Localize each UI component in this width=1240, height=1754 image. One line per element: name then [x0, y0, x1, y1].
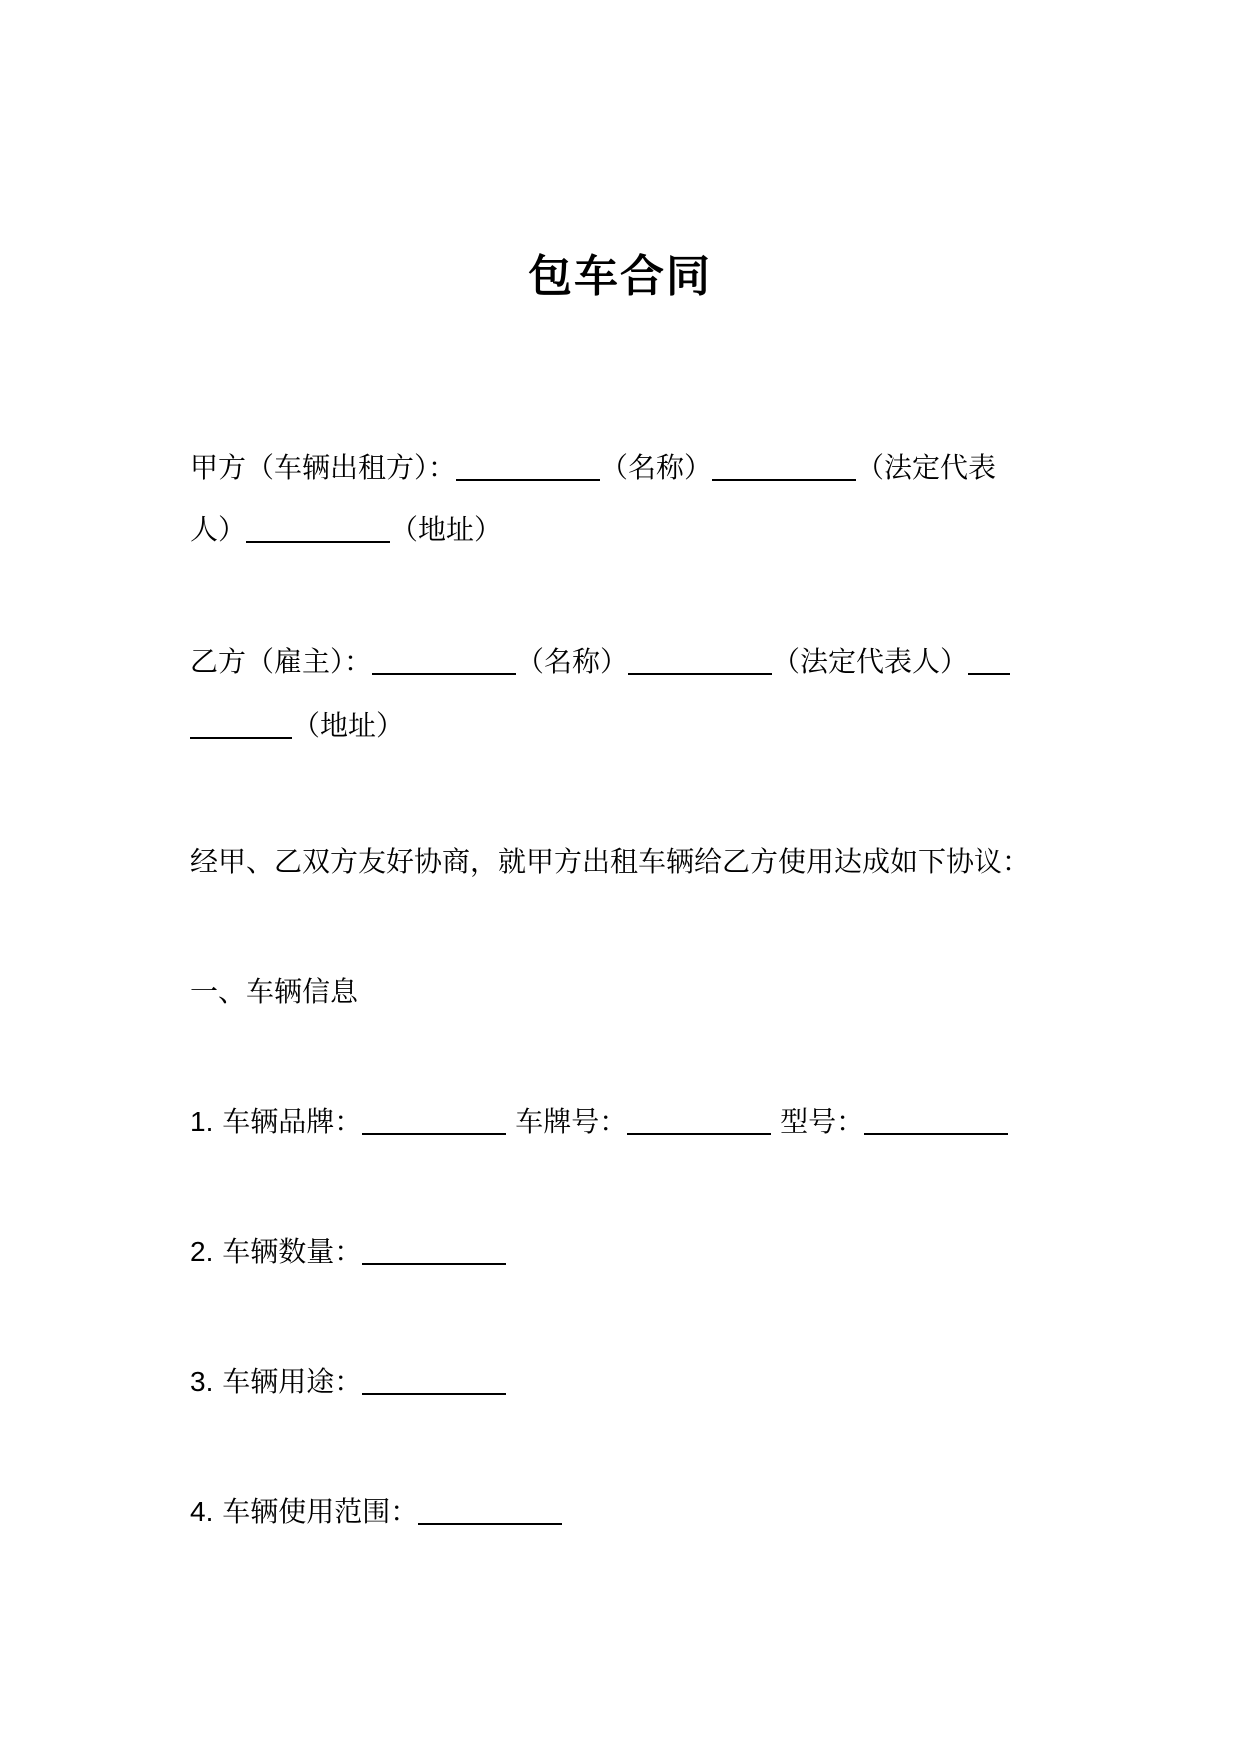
intro-paragraph: 经甲、乙双方友好协商，就甲方出租车辆给乙方使用达成如下协议：: [190, 845, 1031, 878]
scope-blank: [418, 1493, 562, 1525]
party-a-rep-label-cont: 人）: [190, 513, 247, 546]
item-number: 4.: [190, 1496, 214, 1527]
party-b-addr-blank-end: [190, 707, 292, 739]
party-b-rep-blank: [628, 643, 772, 675]
item-label: 车辆用途：: [222, 1365, 363, 1398]
list-item: [190, 1362, 506, 1402]
party-b-addr-label: （地址）: [292, 709, 405, 742]
party-a-line-1: [190, 448, 996, 488]
item-label: 型号：: [780, 1105, 865, 1138]
party-a-line-2: [190, 510, 502, 550]
item-number: 1.: [190, 1106, 214, 1137]
party-b-name-label: （名称）: [516, 645, 629, 678]
party-b-line-2: [190, 706, 404, 746]
item-label: 车牌号：: [515, 1105, 628, 1138]
party-b-label: 乙方（雇主）：: [190, 645, 373, 678]
list-item: [190, 1102, 1008, 1142]
party-a-name-blank: [456, 449, 600, 481]
quantity-blank: [362, 1233, 506, 1265]
list-item: [190, 1492, 562, 1532]
item-label: 车辆数量：: [222, 1235, 363, 1268]
party-b-line-1: [190, 642, 1010, 682]
party-b-rep-label: （法定代表人）: [772, 645, 969, 678]
model-blank: [864, 1103, 1008, 1135]
item-label: 车辆品牌：: [222, 1105, 363, 1138]
party-a-rep-label: （法定代表: [856, 451, 997, 484]
plate-blank: [627, 1103, 771, 1135]
party-a-addr-label: （地址）: [390, 513, 503, 546]
list-item: [190, 1232, 506, 1272]
party-a-rep-blank: [712, 449, 856, 481]
item-number: 3.: [190, 1366, 214, 1397]
party-a-addr-blank: [246, 511, 390, 543]
party-a-name-label: （名称）: [600, 451, 713, 484]
page-title: 包车合同: [528, 251, 712, 302]
party-b-name-blank: [372, 643, 516, 675]
section-heading: 一、车辆信息: [190, 975, 359, 1008]
party-a-label: 甲方（车辆出租方）：: [190, 451, 457, 484]
brand-blank: [362, 1103, 506, 1135]
item-label: 车辆使用范围：: [222, 1495, 419, 1528]
party-b-addr-blank-start: [968, 643, 1010, 675]
purpose-blank: [362, 1363, 506, 1395]
item-number: 2.: [190, 1236, 214, 1267]
